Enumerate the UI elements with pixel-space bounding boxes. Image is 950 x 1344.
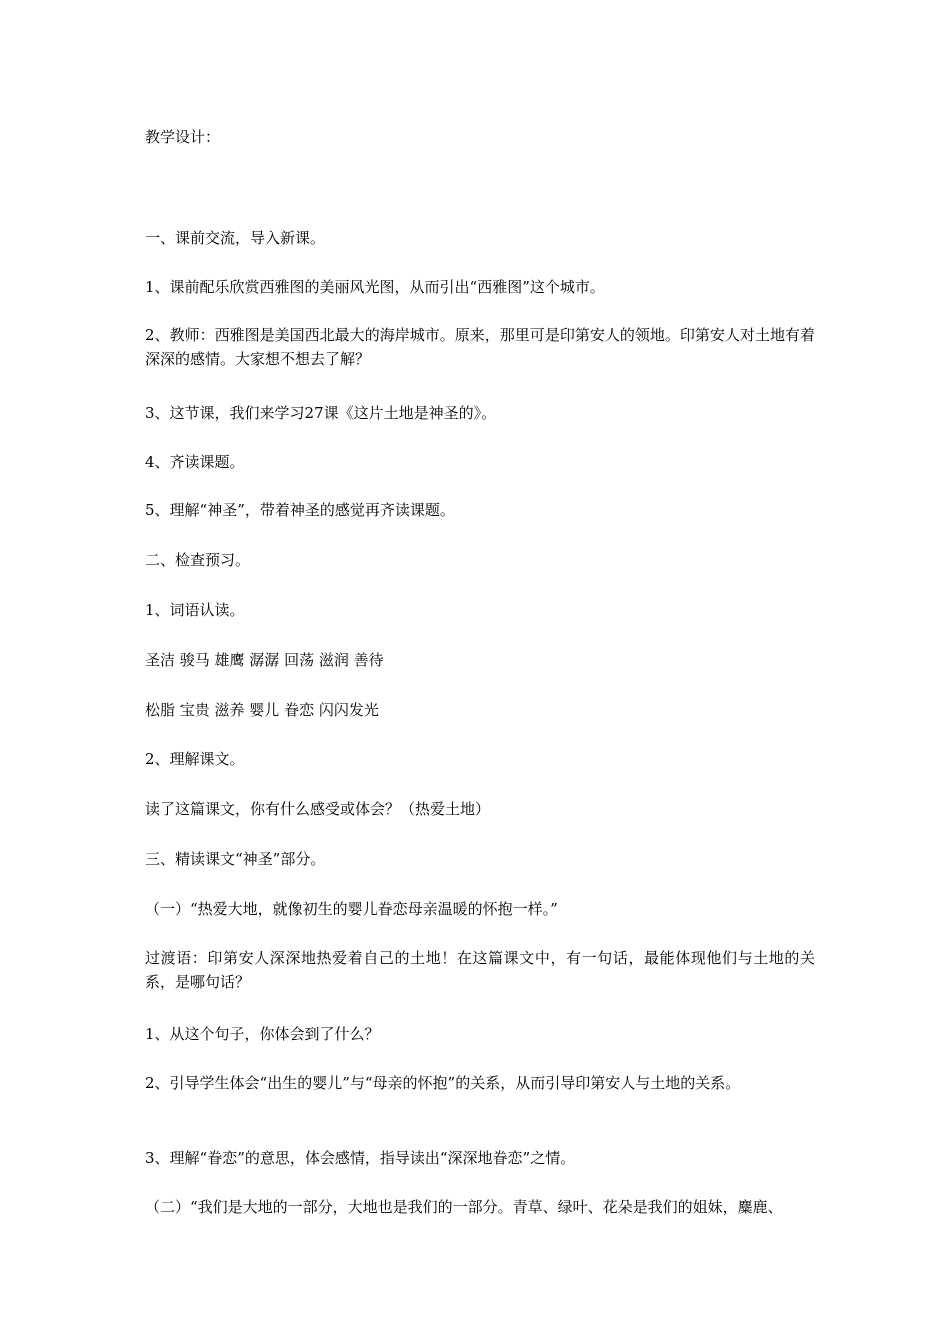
paragraph: 1、课前配乐欣赏西雅图的美丽风光图，从而引出“西雅图”这个城市。 (145, 278, 605, 296)
paragraph: 2、教师：西雅图是美国西北最大的海岸城市。原来，那里可是印第安人的领地。印第安人对土地有着深深的感情。大家想不想去了解？ (145, 326, 815, 368)
vocabulary-line: 松脂 宝贵 滋养 婴儿 眷恋 闪闪发光 (145, 701, 379, 719)
paragraph: 过渡语：印第安人深深地热爱着自己的土地！在这篇课文中，有一句话，最能体现他们与土地的关系，是哪句话？ (145, 949, 815, 991)
paragraph: 1、从这个句子，你体会到了什么？ (145, 1025, 380, 1043)
subsection-heading: （二）“我们是大地的一部分，大地也是我们的一部分。青草、绿叶、花朵是我们的姐妹，麋鹿、 (145, 1198, 783, 1216)
section-heading-1: 一、课前交流，导入新课。 (145, 229, 326, 247)
section-heading-2: 二、检查预习。 (145, 551, 251, 569)
paragraph: 读了这篇课文，你有什么感受或体会？（热爱土地） (145, 800, 491, 818)
subsection-heading: （一）“热爱大地，就像初生的婴儿眷恋母亲温暖的怀抱一样。” (145, 900, 558, 918)
vocabulary-line: 圣洁 骏马 雄鹰 潺潺 回荡 滋润 善待 (145, 651, 384, 669)
paragraph: 1、词语认读。 (145, 601, 245, 619)
paragraph: 2、理解课文。 (145, 750, 245, 768)
section-heading-3: 三、精读课文“神圣”部分。 (145, 850, 326, 868)
paragraph: 4、齐读课题。 (145, 453, 245, 471)
paragraph: 2、引导学生体会“出生的婴儿”与“母亲的怀抱”的关系，从而引导印第安人与土地的关系。 (145, 1074, 741, 1092)
paragraph: 3、这节课，我们来学习27课《这片土地是神圣的》。 (145, 404, 497, 422)
document-heading: 教学设计： (145, 128, 221, 146)
paragraph: 5、理解“神圣”，带着神圣的感觉再齐读课题。 (145, 501, 455, 519)
paragraph: 3、理解“眷恋”的意思，体会感情，指导读出“深深地眷恋”之情。 (145, 1149, 576, 1167)
